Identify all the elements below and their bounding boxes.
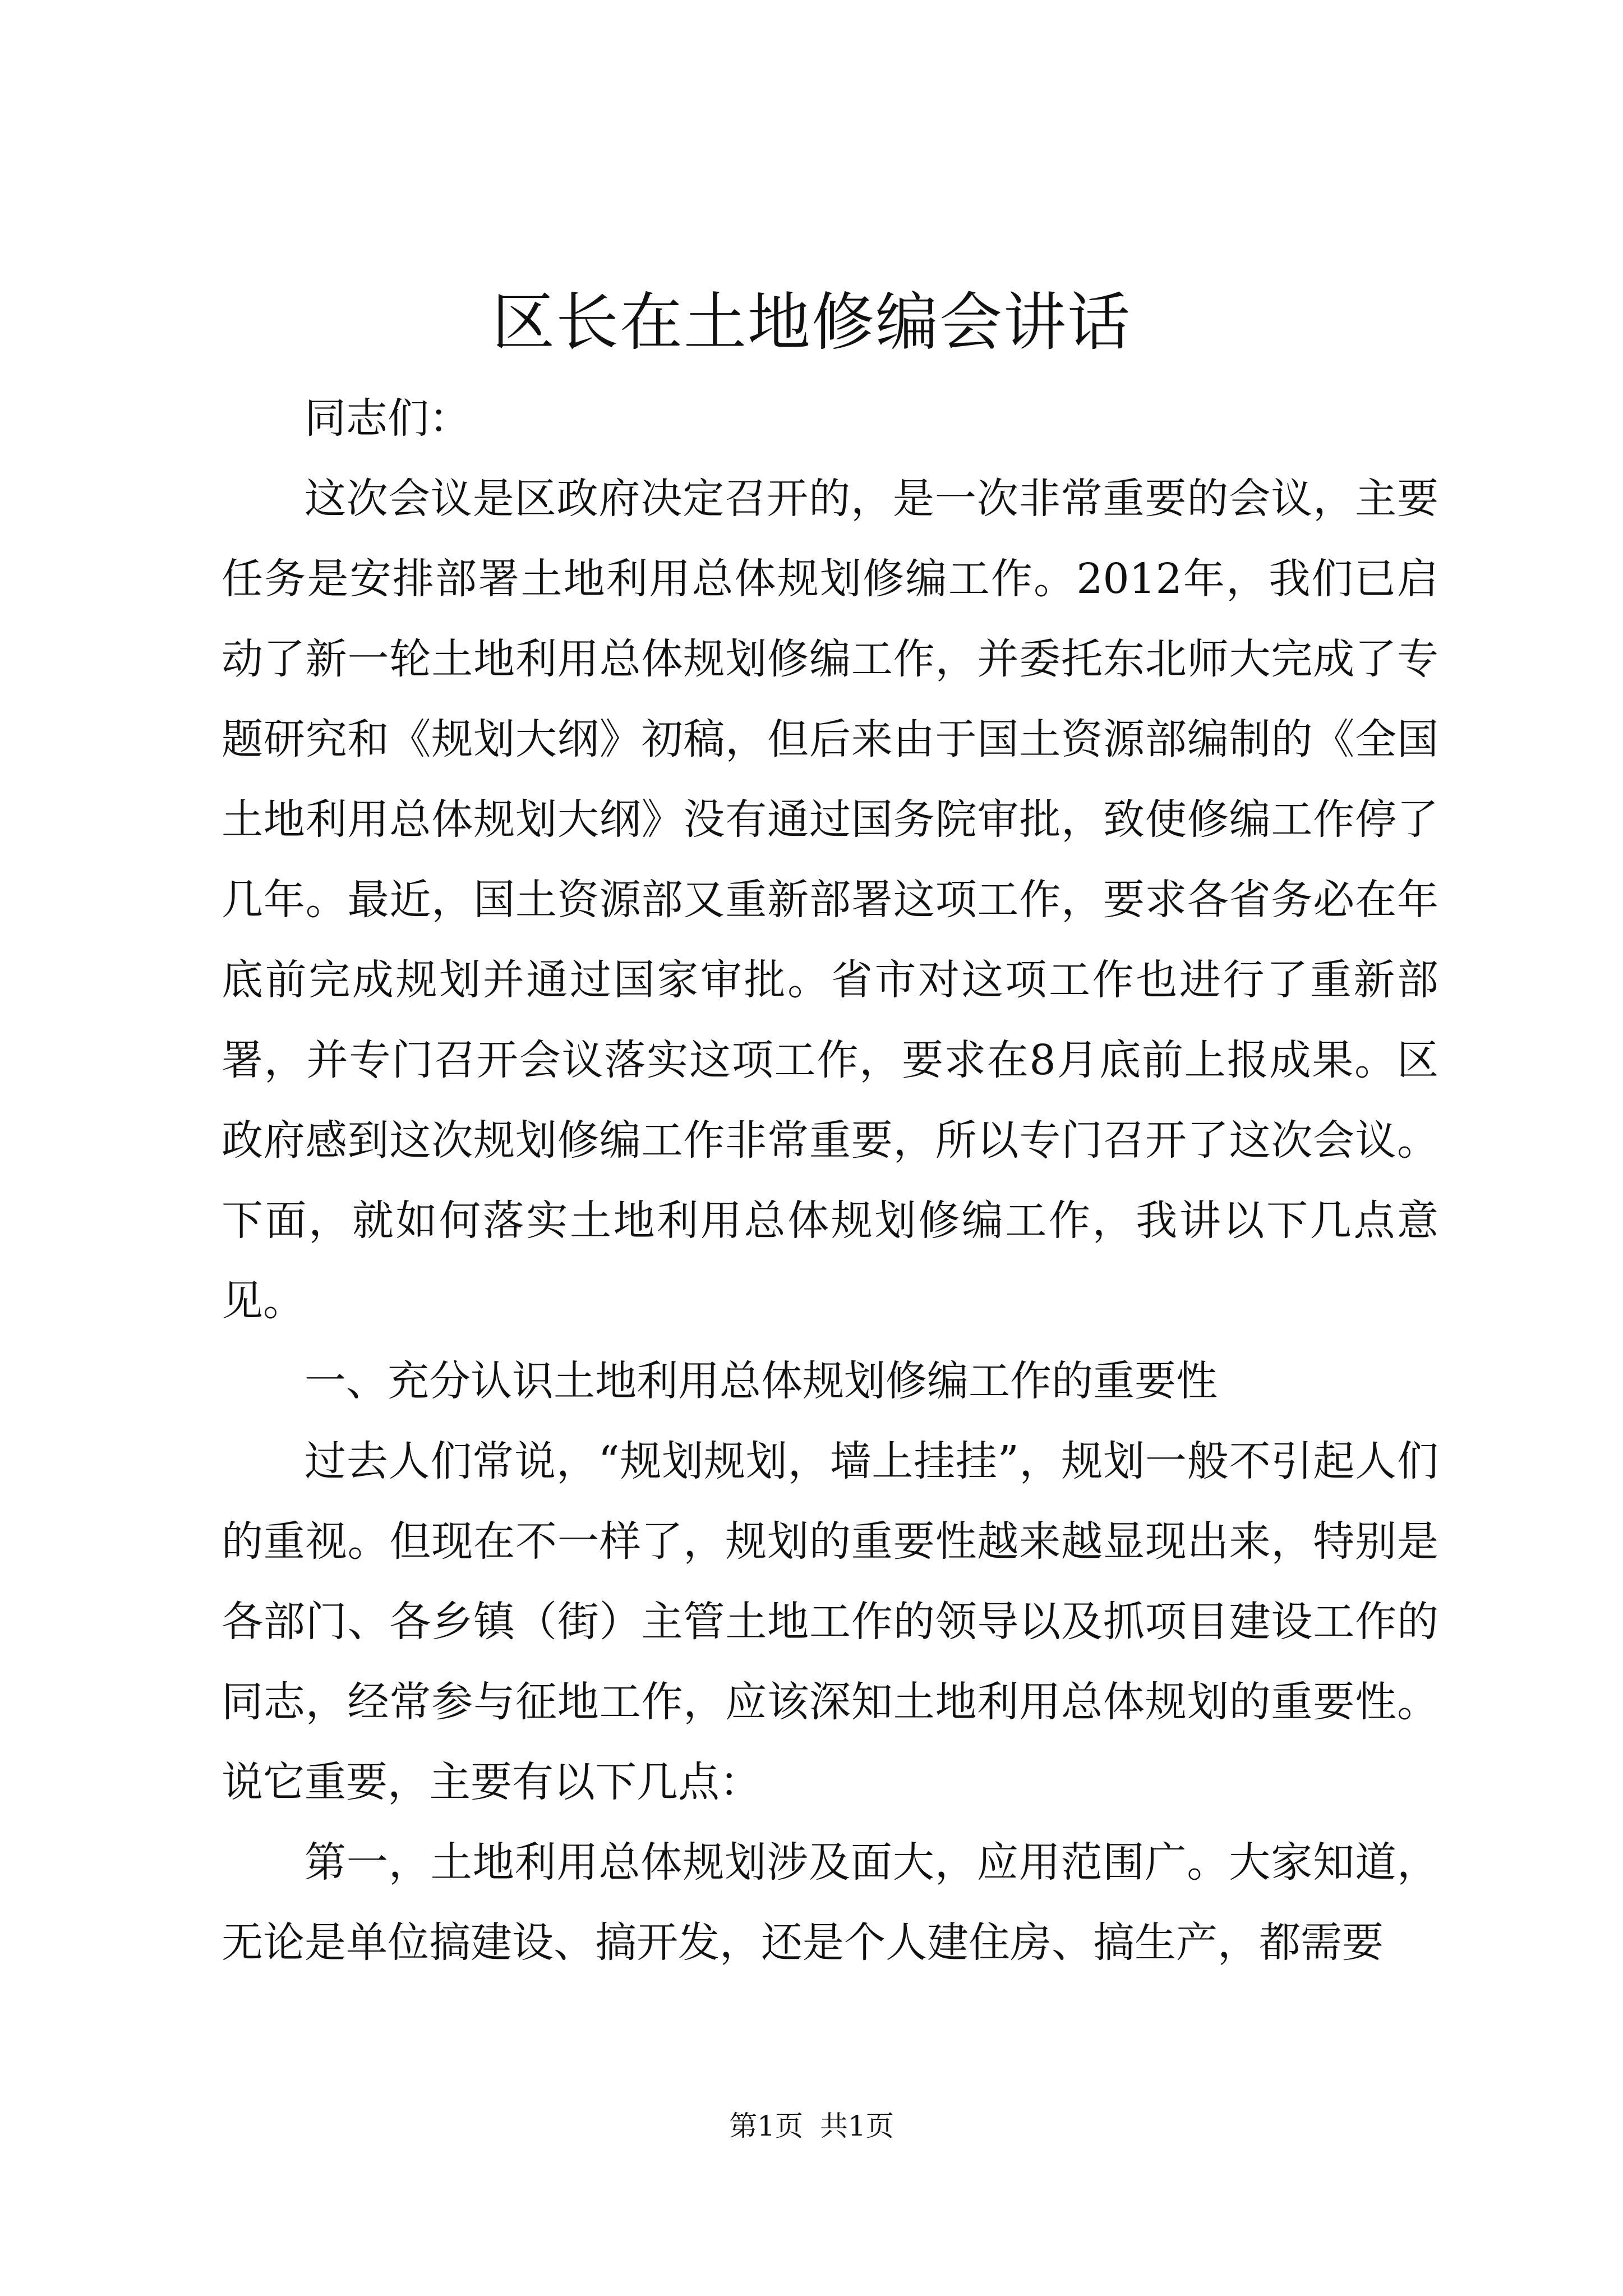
body-paragraph: 第一，土地利用总体规划涉及面大，应用范围广。大家知道，无论是单位搞建设、搞开发，还是个人建住房、搞生产，都需要: [222, 1838, 1438, 1967]
document-body: [222, 379, 1438, 1983]
document-title: 区长在土地修编会讲话: [492, 286, 1131, 359]
section-heading: 一、充分认识土地利用总体规划修编工作的重要性: [305, 1357, 1218, 1405]
page-footer: [0, 2106, 1623, 2146]
body-paragraph: 过去人们常说，“规划规划，墙上挂挂”，规划一般不引起人们的重视。但现在不一样了，规划的重要性越来越显现出来，特别是各部门、各乡镇（街）主管土地工作的领导以及抓项目建设工作的同志，经常参与征地工作，应该深知土地利用总体规划的重要性。说它重要，主要有以下几点：: [222, 1437, 1438, 1806]
greeting-paragraph: 同志们：: [305, 394, 471, 443]
page-total: 共1页: [820, 2110, 894, 2142]
page-number: 第1页: [729, 2110, 803, 2142]
intro-paragraph: 这次会议是区政府决定召开的，是一次非常重要的会议，主要任务是安排部署土地利用总体规划修编工作。2012年，我们已启动了新一轮土地利用总体规划修编工作，并委托东北师大完成了专题研究和《规划大纲》初稿，但后来由于国土资源部编制的《全国土地利用总体规划大纲》没有通过国务院审批，致使修编工作停了几年。最近，国土资源部又重新部署这项工作，要求各省务必在年底前完成规划并通过国家审批。省市对这项工作也进行了重新部署，并专门召开会议落实这项工作，要求在8月底前上报成果。区政府感到这次规划修编工作非常重要，所以专门召开了这次会议。下面，就如何落实土地利用总体规划修编工作，我讲以下几点意见。: [222, 475, 1438, 1325]
